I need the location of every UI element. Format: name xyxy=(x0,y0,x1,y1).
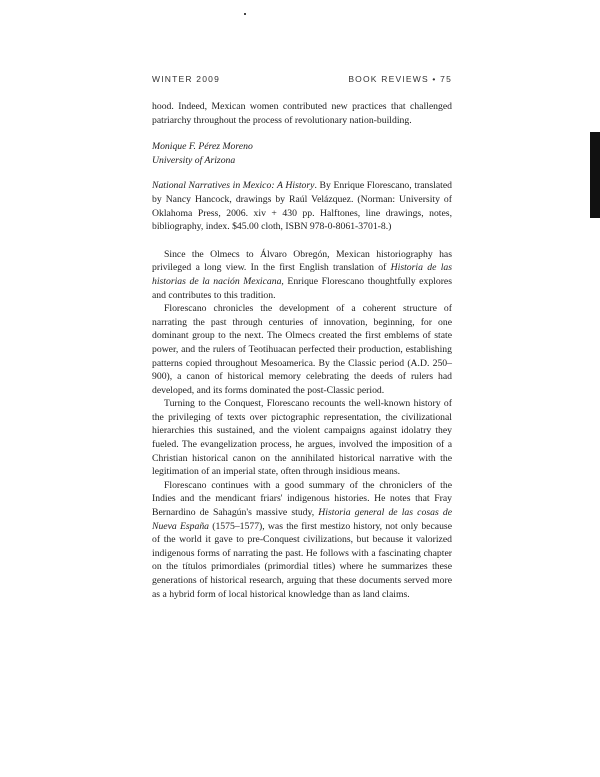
reviewer-affiliation: University of Arizona xyxy=(152,154,236,166)
review-paragraph-2 xyxy=(152,302,452,397)
running-head-left: WINTER 2009 xyxy=(152,74,220,84)
paragraph-1-text-b: , Enrique Florescano thoughtfully explores and contributes to this tradition. xyxy=(152,275,452,301)
review-paragraph-4 xyxy=(152,479,452,601)
paragraph-4-italic: Historia general de las cosas de Nueva España xyxy=(152,507,452,532)
reviewer-name: Monique F. Pérez Moreno xyxy=(152,141,253,153)
paragraph-3-text: Turning to the Conquest, Florescano recounts the well-known history of the privileging of texts over pictographic representation, the civilizational hierarchies this sustained, and the violent campaigns against idolatry they fueled. The evangelization process, he argues, involved the imposition of a Christian historical canon on the annihilated historical narrative with the legitimation of an imperial state, often through insidious means. xyxy=(152,398,452,478)
paragraph-4-text-b: (1575–1577), was the first mestizo history, not only because of the world it gave to pre-Conquest civilizations, but because it valorized indigenous forms of narrating the past. He follows with a fascinating chapter on the títulos primordiales (primordial titles) where he summarizes these generations of historical research, arguing that these documents served more as a hybrid form of local historical knowledge than as land claims. xyxy=(152,520,452,600)
paragraph-1-italic: Historia de las historias de la nación Mexicana xyxy=(152,262,452,287)
continuation-paragraph: hood. Indeed, Mexican women contributed new practices that challenged patriarchy throughout the process of revolutionary nation-building. xyxy=(152,101,452,126)
running-head-right: BOOK REVIEWS • 75 xyxy=(348,74,452,84)
paragraph-4-text-a: Florescano continues with a good summary of the chroniclers of the Indies and the mendicant friars' indigenous histories. He notes that Fray Bernardino de Sahagún's massive study, xyxy=(152,479,452,519)
review-body xyxy=(152,248,452,601)
review-paragraph-1 xyxy=(152,248,452,302)
page-edge-tab xyxy=(590,132,600,218)
paragraph-2-text: Florescano chronicles the development of a coherent structure of narrating the past through centuries of innovation, beginning, for one dominant group to the next. The Olmecs created the first emblems of state power, and the rulers of Teotihuacan perfected their production, establishing patterns copied throughout Mesoamerica. By the Classic period (A.D. 250–900), a canon of historical memory celebrating the deeds of rulers had developed, and its forms dominated the post-Classic period. xyxy=(152,303,452,396)
review-heading xyxy=(152,179,452,233)
reviewer-signature xyxy=(152,140,452,167)
running-head xyxy=(152,74,452,88)
book-title: National Narratives in Mexico: A History xyxy=(152,180,315,192)
speck-mark xyxy=(244,13,246,15)
page-body xyxy=(152,100,452,601)
review-paragraph-3 xyxy=(152,397,452,479)
paragraph-1-text-a: Since the Olmecs to Álvaro Obregón, Mexican historiography has privileged a long view. In the first English translation of xyxy=(152,248,452,274)
book-credits: . By Enrique Florescano, translated by Nancy Hancock, drawings by Raúl Velázquez. (Norman: University of Oklahoma Press, 2006. xiv + 430 pp. Halftones, line drawings, notes, bibliography, index. $45.00 cloth, ISBN 978-0-8061-3701-8.) xyxy=(152,180,452,233)
